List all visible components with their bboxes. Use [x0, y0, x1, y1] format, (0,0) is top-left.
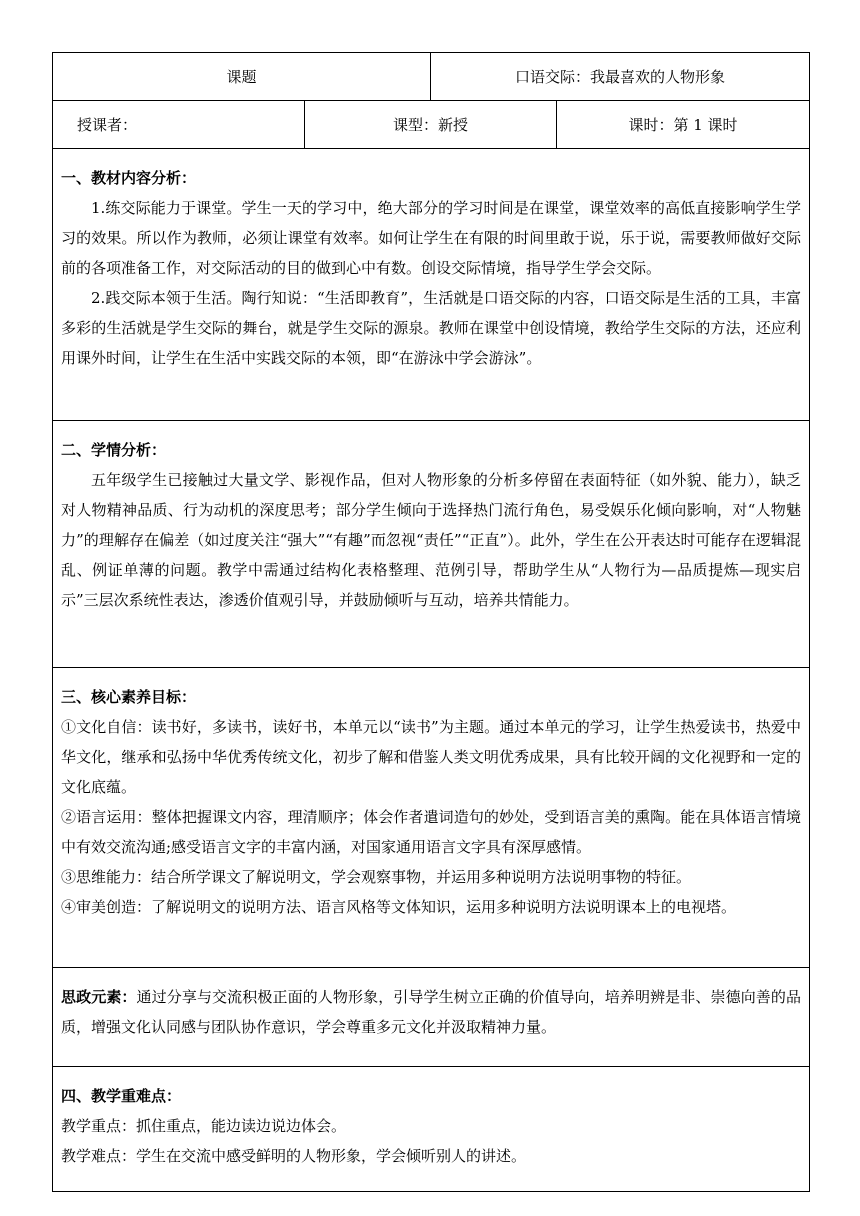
lesson-hours-cell: 课时：第 1 课时 [557, 101, 810, 149]
teacher-cell: 授课者： [53, 101, 305, 149]
section-ideology-cell [53, 968, 810, 1067]
section-textbook-analysis [53, 149, 810, 421]
section-key-points-cell [53, 1067, 810, 1192]
section-core-goals-cell [53, 668, 810, 968]
goal-item: ④审美创造：了解说明文的说明方法、语言风格等文体知识，运用多种说明方法说明课本上的电视塔。 [61, 898, 737, 916]
section-heading: 二、学情分析： [61, 441, 167, 459]
section-heading: 一、教材内容分析： [61, 169, 197, 187]
goal-item: ①文化自信：读书好，多读书，读好书，本单元以“读书”为主题。通过本单元的学习，让学生热爱读书，热爱中华文化，继承和弘扬中华优秀传统文化，初步了解和借鉴人类文明优秀成果，具有比较开阔的文化视野和一定的文化底蕴。 [61, 718, 802, 796]
key-point: 教学重点：抓住重点，能边读边说边体会。 [61, 1117, 347, 1135]
meta-row [53, 101, 810, 149]
topic-value: 口语交际：我最喜欢的人物形象 [431, 53, 810, 101]
lesson-plan-table [52, 52, 810, 1192]
lesson-type-cell: 课型：新授 [305, 101, 557, 149]
topic-label: 课题 [53, 53, 431, 101]
title-row [53, 53, 810, 101]
section-key-points [53, 1067, 810, 1192]
section-student-analysis-cell [53, 421, 810, 668]
section-core-goals [53, 668, 810, 968]
ideology-text: 通过分享与交流积极正面的人物形象，引导学生树立正确的价值导向，培养明辨是非、崇德向善的品质，增强文化认同感与团队协作意识，学会尊重多元文化并汲取精神力量。 [61, 988, 802, 1036]
paragraph: 2.践交际本领于生活。陶行知说：“生活即教育”，生活就是口语交际的内容，口语交际是生活的工具，丰富多彩的生活就是学生交际的舞台，就是学生交际的源泉。教师在课堂中创设情境，教给学生交际的方法，还应利用课外时间，让学生在生活中实践交际的本领，即“在游泳中学会游泳”。 [61, 289, 802, 367]
ideology-label: 思政元素： [61, 988, 137, 1006]
goal-item: ③思维能力：结合所学课文了解说明文，学会观察事物，并运用多种说明方法说明事物的特征。 [61, 868, 692, 886]
section-student-analysis [53, 421, 810, 668]
paragraph: 1.练交际能力于课堂。学生一天的学习中，绝大部分的学习时间是在课堂，课堂效率的高低直接影响学生学习的效果。所以作为教师，必须让课堂有效率。如何让学生在有限的时间里敢于说，乐于说，需要教师做好交际前的各项准备工作，对交际活动的目的做到心中有数。创设交际情境，指导学生学会交际。 [61, 199, 802, 277]
goal-item: ②语言运用：整体把握课文内容，理清顺序；体会作者遣词造句的妙处，受到语言美的熏陶。能在具体语言情境中有效交流沟通;感受语言文字的丰富内涵，对国家通用语言文字具有深厚感情。 [61, 808, 802, 856]
paragraph: 五年级学生已接触过大量文学、影视作品，但对人物形象的分析多停留在表面特征（如外貌、能力），缺乏对人物精神品质、行为动机的深度思考；部分学生倾向于选择热门流行角色，易受娱乐化倾向影响，对“人物魅力”的理解存在偏差（如过度关注“强大”“有趣”而忽视“责任”“正直”）。此外，学生在公开表达时可能存在逻辑混乱、例证单薄的问题。教学中需通过结构化表格整理、范例引导，帮助学生从“人物行为—品质提炼—现实启示”三层次系统性表达，渗透价值观引导，并鼓励倾听与互动，培养共情能力。 [61, 471, 802, 609]
section-heading: 三、核心素养目标： [61, 688, 197, 706]
section-heading: 四、教学重难点： [61, 1087, 182, 1105]
ideology-paragraph [61, 982, 801, 1042]
section-textbook-analysis-cell [53, 149, 810, 421]
section-ideology [53, 968, 810, 1067]
difficult-point: 教学难点：学生在交流中感受鲜明的人物形象，学会倾听别人的讲述。 [61, 1147, 527, 1165]
